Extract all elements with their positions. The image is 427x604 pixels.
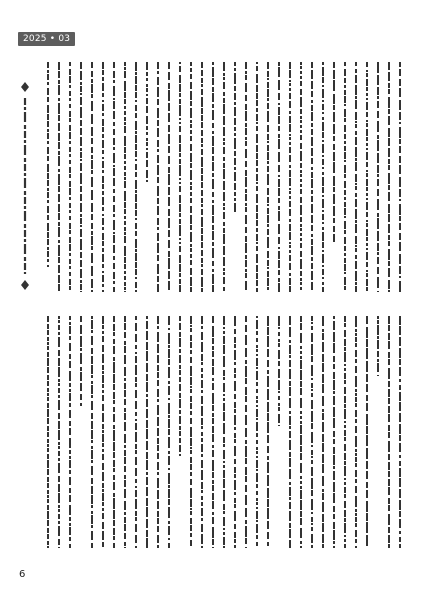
page-number: 6 <box>19 569 26 580</box>
mongolian-body-text <box>43 60 413 550</box>
issue-label: 2025 • 03 <box>18 32 75 46</box>
text-block-bottom <box>48 316 400 548</box>
diamond-ornament-icon <box>21 82 29 92</box>
running-head <box>19 82 31 290</box>
text-block-top <box>48 62 400 292</box>
diamond-ornament-icon <box>21 280 29 290</box>
